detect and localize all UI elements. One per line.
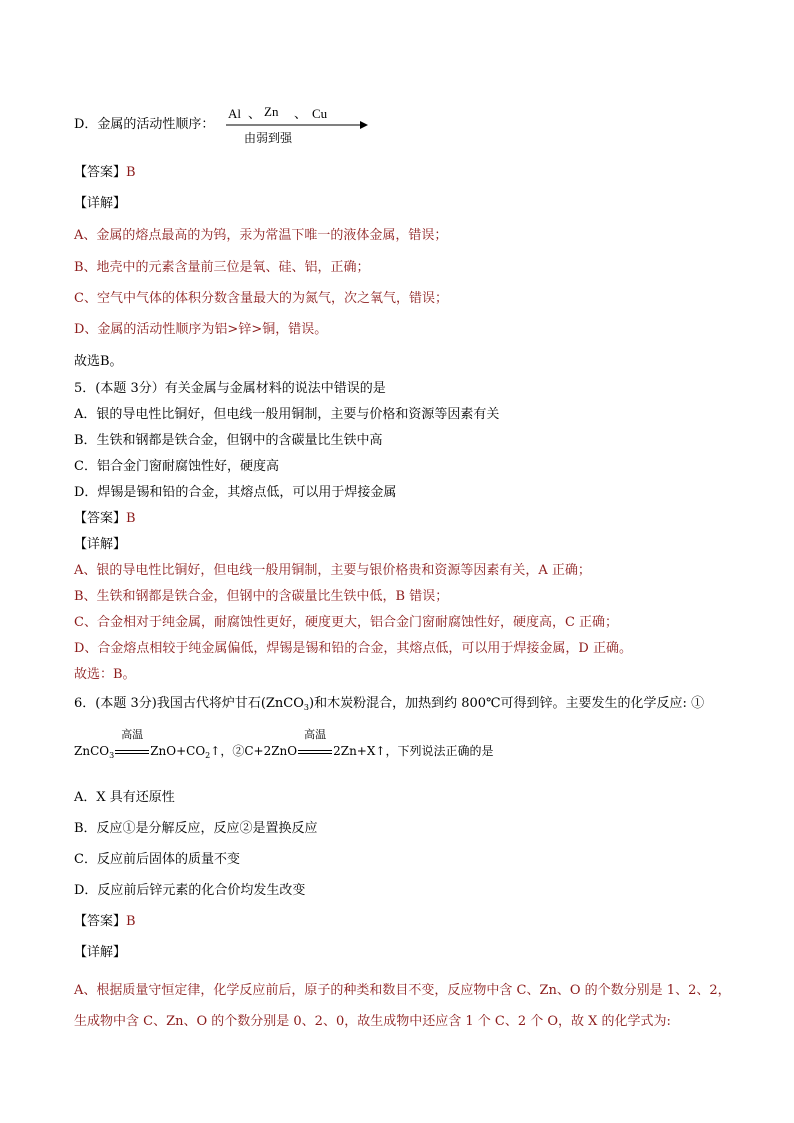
equals-bar-2	[298, 750, 332, 754]
metal-zn: Zn	[264, 104, 279, 119]
q4-detail-line-b: B、地壳中的元素含量前三位是氧、硅、铝，正确；	[74, 260, 370, 275]
q4-option-d-prefix: D．金属的活动性顺序：	[74, 117, 215, 132]
high-temp-condition-1: 高温	[115, 742, 149, 760]
q4-conclusion: 故选B。	[74, 354, 123, 369]
q5-detail-line-d: D、合金熔点相较于纯金属偏低，焊锡是锡和铅的合金，其熔点低，可以用于焊接金属，D 正确。	[74, 641, 632, 656]
q5-detail-line-b: B、生铁和钢都是铁合金，但钢中的含碳量比生铁中低，B 错误；	[74, 589, 449, 604]
q5-conclusion: 故选：B。	[74, 667, 136, 682]
q6-option-d: D．反应前后锌元素的化合价均发生改变	[74, 883, 306, 898]
arrow-head-icon	[360, 121, 368, 129]
q6-detail-label: 【详解】	[74, 945, 127, 960]
q5-detail-label: 【详解】	[74, 537, 127, 552]
metal-cu: Cu	[312, 106, 328, 121]
q5-option-b: B．生铁和钢都是铁合金，但钢中的含碳量比生铁中高	[74, 433, 383, 448]
q6-detail-text: A、根据质量守恒定律，化学反应前后，原子的种类和数目不变，反应物中含 C、Zn、O 的个数分别是 1、2、2，生成物中含 C、Zn、O 的个数分别是 0、2、0，故生成物中还应含 1 个 C、2 个 O，故 X 的化学式为:	[74, 983, 731, 1029]
q5-detail-line-c: C、合金相对于纯金属，耐腐蚀性更好，硬度更大，铝合金门窗耐腐蚀性好，硬度高，C 正确；	[74, 615, 619, 630]
q6-equations: ZnCO$_3$ 高温 $ZnO+CO_2↑$，②C+2ZnO 高温 2Zn+X↑，下列说法正确的是	[74, 728, 494, 760]
q4-detail-line-c: C、空气中气体的体积分数含量最大的为氮气，次之氧气，错误；	[74, 291, 448, 306]
q4-detail-line-d: D、金属的活动性顺序为铝>锌>铜，错误。	[74, 322, 328, 337]
separator-2: 、	[294, 106, 308, 121]
equals-bar-1	[115, 750, 149, 754]
q5-option-d: D．焊锡是锡和铅的合金，其熔点低，可以用于焊接金属	[74, 485, 397, 500]
q4-detail-label: 【详解】	[74, 196, 127, 211]
q6-answer: 【答案】B	[74, 914, 136, 929]
separator-1: 、	[248, 106, 262, 121]
q5-stem: 5．(本题 3分）有关金属与金属材料的说法中错误的是	[74, 381, 386, 396]
q5-answer: 【答案】B	[74, 511, 136, 526]
q6-option-b: B．反应①是分解反应，反应②是置换反应	[74, 821, 318, 836]
q5-option-a: A．银的导电性比铜好，但电线一般用铜制，主要与价格和资源等因素有关	[74, 407, 500, 422]
q6-stem: 6．(本题 3分)我国古代将炉甘石(ZnCO$_3$)和木炭粉混合，加热到约 800℃可得到锌。主要发生的化学反应: ①	[74, 696, 705, 712]
q5-option-c: C．铝合金门窗耐腐蚀性好，硬度高	[74, 459, 279, 474]
q4-answer: 【答案】B	[74, 165, 136, 180]
q5-detail-line-a: A、银的导电性比铜好，但电线一般用铜制，主要与银价格贵和资源等因素有关，A 正确；	[74, 563, 591, 578]
q6-option-a: A．X 具有还原性	[74, 790, 175, 805]
q4-detail-line-a: A、金属的熔点最高的为钨，汞为常温下唯一的液体金属，错误；	[74, 228, 448, 243]
q4-option-d	[74, 116, 214, 134]
activity-order-arrow-diagram	[222, 104, 372, 146]
high-temp-condition-2: 高温	[298, 742, 332, 760]
metal-al: Al	[228, 106, 241, 121]
q6-option-c: C．反应前后固体的质量不变	[74, 852, 240, 867]
arrow-caption: 由弱到强	[244, 131, 293, 145]
